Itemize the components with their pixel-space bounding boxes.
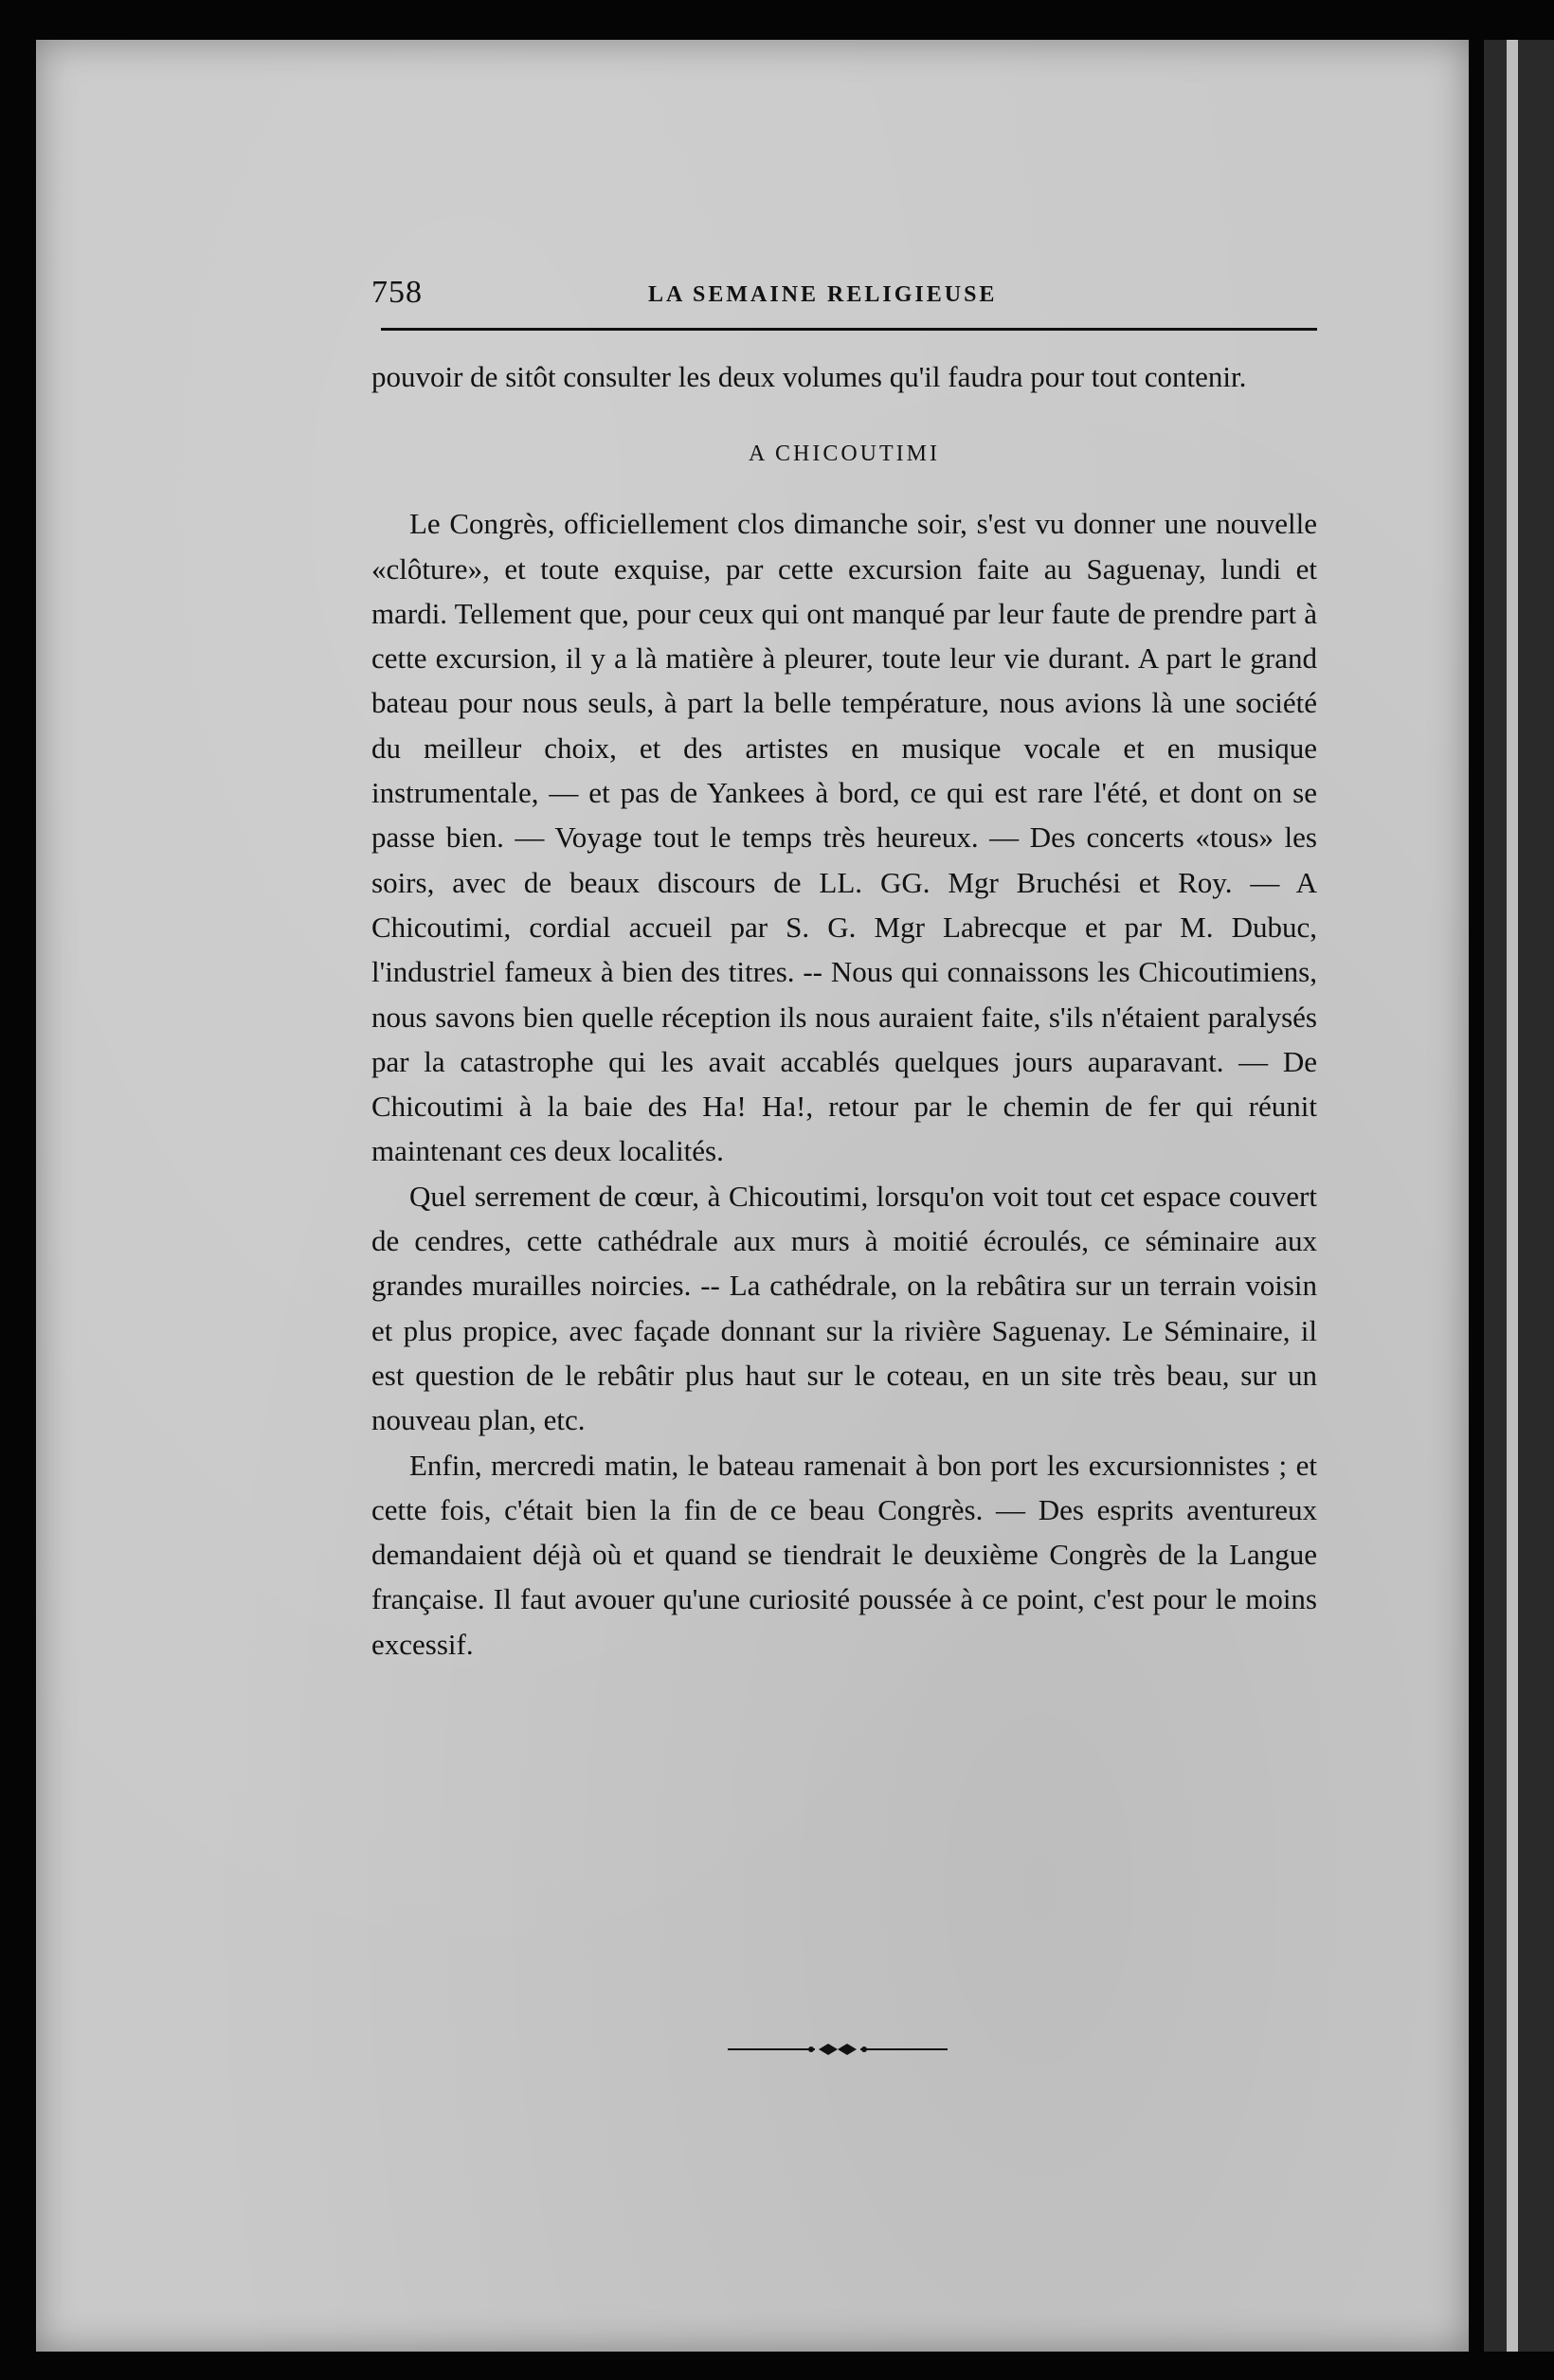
paragraph-1: Le Congrès, officiellement clos dimanche soir, s'est vu donner une nouvelle «clôture», et toute exquise, par cette excursion faite au Saguenay, lundi et mardi. Tellement que, pour ceux qui ont manqué par leur faute de prendre part à cette excursion, il y a là matière à pleurer, toute leur vie durant. A part le grand bateau pour nous seuls, à part la belle température, nous avions là une société du meilleur choix, et des artistes en musique vocale et en musique instrumentale, — et pas de Yankees à bord, ce qui est rare l'été, et dont on se passe bien. — Voyage tout le temps très heureux. — Des concerts «tous» les soirs, avec de beaux discours de LL. GG. Mgr Bruchési et Roy. — A Chicoutimi, cordial accueil par S. G. Mgr Labrecque et par M. Dubuc, l'industriel fameux à bien des titres. -- Nous qui connaissons les Chicoutimiens, nous savons bien quelle réception ils nous auraient faite, s'ils n'étaient paralysés par la catastrophe qui les avait accablés quelques jours auparavant. — De Chicoutimi à la baie des Ha! Ha!, retour par le chemin de fer qui réunit maintenant ces deux localités.	[371, 507, 1317, 1168]
section-title: A CHICOUTIMI	[749, 442, 940, 467]
end-of-section-ornament-icon	[724, 2035, 951, 2064]
continuation-paragraph: pouvoir de sitôt consulter les deux volumes qu'il faudra pour tout contenir.	[371, 360, 1247, 393]
paragraph-2: Quel serrement de cœur, à Chicoutimi, lorsqu'on voit tout cet espace couvert de cendres, cette cathédrale aux murs à moitié écroulés, ce séminaire aux grandes murailles noircies. -- La cathédrale, on la rebâtira sur un terrain voisin et plus propice, avec façade donnant sur la rivière Saguenay. Le Séminaire, il est question de le rebâtir plus haut sur le coteau, en un site très beau, sur un nouveau plan, etc.	[371, 1179, 1317, 1437]
page-body	[371, 354, 1317, 1667]
page-number: 758	[371, 275, 423, 310]
header-rule	[381, 328, 1317, 331]
adjacent-page-edge	[1484, 40, 1554, 2352]
running-head: LA SEMAINE RELIGIEUSE	[648, 282, 998, 307]
page-header	[371, 275, 1319, 316]
adjacent-page-sliver	[1507, 40, 1518, 2352]
paragraph-3: Enfin, mercredi matin, le bateau ramenait à bon port les excursionnistes ; et cette fois, c'était bien la fin de ce beau Congrès. — Des esprits aventureux demandaient déjà où et quand se tiendrait le deuxième Congrès de la Langue française. Il faut avouer qu'une curiosité poussée à ce point, c'est pour le moins excessif.	[371, 1448, 1317, 1661]
